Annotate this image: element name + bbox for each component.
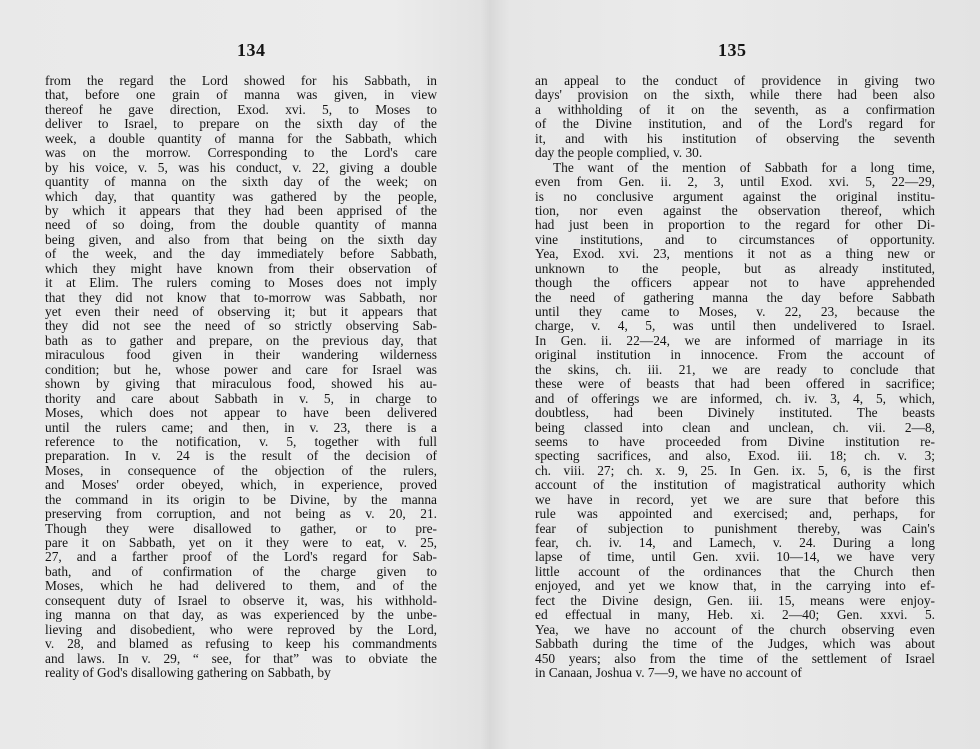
text-line: by which it appears that they had been apprised of the — [45, 203, 437, 218]
text-line: v. 28, and blamed as refusing to keep his commandments — [45, 637, 437, 652]
text-line: Though they were disallowed to gather, or to pre- — [45, 521, 437, 536]
text-line: of the Divine institution, and of the Lord's regard for — [535, 117, 935, 132]
text-line: fear of subjection to punishment thereby, was Cain's — [535, 521, 935, 536]
text-line: reference to the notification, v. 5, together with full — [45, 434, 437, 449]
text-line: Moses, which does not appear to have been delivered — [45, 406, 437, 421]
text-line: fect the Divine design, Gen. iii. 15, means were enjoy- — [535, 593, 935, 608]
text-line: bath, and of confirmation of the charge given to — [45, 564, 437, 579]
text-line: and laws. In v. 29, “ see, for that” was to obviate the — [45, 651, 437, 666]
text-line: unknown to the people, but as already instituted, — [535, 261, 935, 276]
text-line: ing manna on that day, as was experienced by the unbe- — [45, 608, 437, 623]
text-line: is no conclusive argument against the original institu- — [535, 189, 935, 204]
text-line: that they did not know that to-morrow was Sabbath, nor — [45, 290, 437, 305]
text-line: seems to have proceeded from Divine institution re- — [535, 434, 935, 449]
text-line: lapse of time, until Gen. xvii. 10—14, we have very — [535, 550, 935, 565]
text-line: reality of God's disallowing gathering on Sabbath, by — [45, 665, 331, 680]
text-line: consequent duty of Israel to observe it, was, his withhold- — [45, 593, 437, 608]
text-line: which they might have known from their observation of — [45, 261, 437, 276]
text-line: the skins, ch. iii. 21, we are ready to conclude that — [535, 362, 935, 377]
text-line: which day, that quantity was gathered by the people, — [45, 189, 437, 204]
text-line: shown by giving that miraculous food, showed his au- — [45, 377, 437, 392]
text-line: yet even their need of observing it; but it appears that — [45, 305, 437, 319]
text-line: even from Gen. ii. 2, 3, until Exod. xvi. 5, 22—29, — [535, 175, 935, 190]
text-line: of the week, and the day immediately before Sabbath, — [45, 247, 437, 262]
text-line: until they came to Moses, v. 22, 23, because the — [535, 305, 935, 319]
text-line: that, before one grain of manna was given, in view — [45, 88, 437, 103]
text-line: these were of beasts that had been offered in sacrifice; — [535, 377, 935, 392]
text-line: Sabbath during the time of the Judges, which was about — [535, 637, 935, 652]
text-line: thority and care about Sabbath in v. 5, in charge to — [45, 391, 437, 406]
text-line: specting sacrifices, and also, Exod. iii. 18; ch. v. 3; — [535, 449, 935, 464]
text-line: an appeal to the conduct of providence in giving two — [535, 74, 935, 88]
text-line: from the regard the Lord showed for his Sabbath, in — [45, 74, 437, 88]
text-line: and of offerings we are informed, ch. iv. 3, 4, 5, which, — [535, 391, 935, 406]
text-line: charge, v. 4, 5, was until then undelivered to Israel. — [535, 319, 935, 334]
text-line: day the people complied, v. 30. — [535, 146, 703, 161]
text-line: pare it on Sabbath, yet on it they were to eat, v. 25, — [45, 536, 437, 550]
text-line: until the rulers came; and then, in v. 23, there is a — [45, 420, 437, 435]
text-line: little account of the ordinances that the Church then — [535, 564, 935, 579]
text-line: 450 years; also from the time of the settlement of Israel — [535, 651, 935, 666]
page-number-left: 134 — [237, 40, 266, 60]
text-line: need of so doing, from the double quantity of manna — [45, 218, 437, 233]
left-page-text — [45, 74, 437, 680]
page-number-right: 135 — [718, 40, 747, 60]
text-line: week, a double quantity of manna for the Sabbath, which — [45, 131, 437, 146]
text-line: though the officers appear not to have apprehended — [535, 276, 935, 291]
text-line: by his voice, v. 5, was his conduct, v. 22, giving a double — [45, 160, 437, 175]
text-line: Yea, we have no account of the church observing even — [535, 622, 935, 637]
text-line: had just been in proportion to the regard for other Di- — [535, 218, 935, 233]
text-line: being classed into clean and unclean, ch. vii. 2—8, — [535, 420, 935, 435]
text-line: vine institutions, and to circumstances of opportunity. — [535, 232, 935, 247]
right-page-text — [535, 74, 935, 680]
text-line: preparation. In v. 24 is the result of the decision of — [45, 449, 437, 464]
text-line: a withholding of it on the seventh, as a confirmation — [535, 102, 935, 117]
text-line: in Canaan, Joshua v. 7—9, we have no account of — [535, 665, 802, 680]
text-line: was on the morrow. Corresponding to the Lord's care — [45, 146, 437, 161]
text-line: rule was appointed and exercised; and, perhaps, for — [535, 507, 935, 522]
text-line: tion, nor even against the observation thereof, which — [535, 203, 935, 218]
text-line: the need of gathering manna the day before Sabbath — [535, 290, 935, 305]
text-line: we have in record, yet we are sure that before this — [535, 492, 935, 507]
text-line: ch. viii. 27; ch. x. 9, 25. In Gen. ix. 5, 6, is the first — [535, 463, 935, 478]
text-line: ed effectual in many, Heb. xi. 2—40; Gen. xxvi. 5. — [535, 608, 935, 623]
text-line: lieving and disobedient, who were reproved by the Lord, — [45, 622, 437, 637]
text-line: they did not see the need of so strictly observing Sab- — [45, 319, 437, 334]
text-line: fear, ch. iv. 14, and Lamech, v. 24. During a long — [535, 536, 935, 550]
text-line: doubtless, had been Divinely instituted. The beasts — [535, 406, 935, 421]
text-line: it, and with his institution of observing the seventh — [535, 131, 935, 146]
text-line: Yea, Exod. xvi. 23, mentions it not as a thing new or — [535, 247, 935, 262]
text-line: deliver to Israel, to prepare on the sixth day of the — [45, 117, 437, 132]
text-line: In Gen. ii. 22—24, we are informed of marriage in its — [535, 333, 935, 348]
text-line: being given, and also from that being on the sixth day — [45, 232, 437, 247]
text-line: preserving from corruption, and not being as v. 20, 21. — [45, 507, 437, 522]
text-line: miraculous food given in their wandering wilderness — [45, 348, 437, 363]
text-line: and Moses' order obeyed, which, in experience, proved — [45, 478, 437, 493]
text-line: The want of the mention of Sabbath for a long time, — [553, 160, 935, 175]
text-line: account of the institution of magistratical authority which — [535, 478, 935, 493]
text-line: quantity of manna on the sixth day of the week; on — [45, 175, 437, 190]
text-line: condition; but he, whose power and care for Israel was — [45, 362, 437, 377]
text-line: thereof he gave direction, Exod. xvi. 5, to Moses to — [45, 102, 437, 117]
text-line: days' provision on the sixth, while there had been also — [535, 88, 935, 103]
text-line: the command in its origin to be Divine, by the manna — [45, 492, 437, 507]
text-line: Moses, in consequence of the objection of the rulers, — [45, 463, 437, 478]
text-line: Moses, which he had delivered to them, and of the — [45, 579, 437, 594]
text-line: enjoyed, and yet we know that, in the carrying into ef- — [535, 579, 935, 594]
text-line: original institution in innocence. From the account of — [535, 348, 935, 363]
text-line: it at Elim. The rulers coming to Moses does not imply — [45, 276, 437, 291]
text-line: bath as to gather and prepare, on the previous day, that — [45, 333, 437, 348]
text-line: 27, and a farther proof of the Lord's regard for Sab- — [45, 550, 437, 565]
